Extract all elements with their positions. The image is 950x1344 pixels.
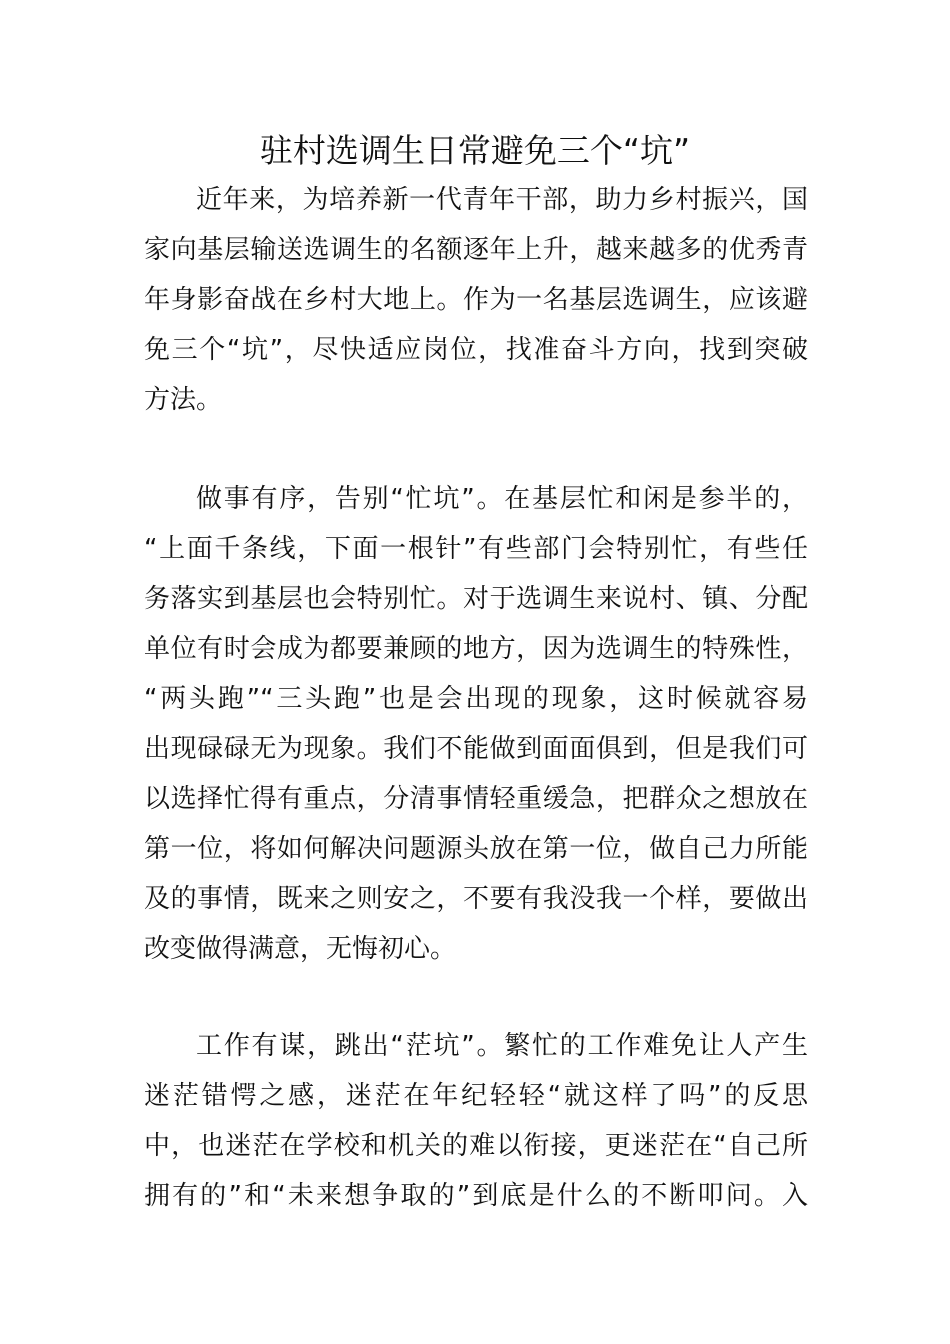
text-line: 迷茫错愕之感，迷茫在年纪轻轻“就这样了吗”的反思 <box>144 1081 808 1111</box>
text-line: 年身影奋战在乡村大地上。作为一名基层选调生，应该避 <box>144 285 808 315</box>
text-line: 免三个“坑”，尽快适应岗位，找准奋斗方向，找到突破 <box>144 335 808 365</box>
text-line: “两头跑”“三头跑”也是会出现的现象，这时候就容易 <box>144 684 808 714</box>
document-title: 驻村选调生日常避免三个“坑” <box>259 131 691 170</box>
text-line: 及的事情，既来之则安之，不要有我没我一个样，要做出 <box>144 884 808 914</box>
text-line: 近年来，为培养新一代青年干部，助力乡村振兴，国 <box>196 185 808 215</box>
paragraph-confusion-pit <box>144 1021 808 1221</box>
text-line: 以选择忙得有重点，分清事情轻重缓急，把群众之想放在 <box>144 784 808 814</box>
text-line: 第一位，将如何解决问题源头放在第一位，做自己力所能 <box>144 834 808 864</box>
text-line: 做事有序，告别“忙坑”。在基层忙和闲是参半的， <box>196 484 808 514</box>
text-line: 家向基层输送选调生的名额逐年上升，越来越多的优秀青 <box>144 235 808 265</box>
text-line: 拥有的”和“未来想争取的”到底是什么的不断叩问。入 <box>144 1181 808 1211</box>
text-line: “上面千条线，下面一根针”有些部门会特别忙，有些任 <box>144 534 808 564</box>
text-line: 务落实到基层也会特别忙。对于选调生来说村、镇、分配 <box>144 584 808 614</box>
text-line: 改变做得满意，无悔初心。 <box>144 934 457 964</box>
text-line: 中，也迷茫在学校和机关的难以衔接，更迷茫在“自己所 <box>144 1131 808 1161</box>
text-line: 出现碌碌无为现象。我们不能做到面面俱到，但是我们可 <box>144 734 808 764</box>
paragraph-intro <box>144 175 808 425</box>
text-line: 单位有时会成为都要兼顾的地方，因为选调生的特殊性， <box>144 634 808 664</box>
paragraph-busy-pit <box>144 474 808 974</box>
text-line: 方法。 <box>144 385 223 415</box>
text-line: 工作有谋，跳出“茫坑”。繁忙的工作难免让人产生 <box>196 1031 808 1061</box>
